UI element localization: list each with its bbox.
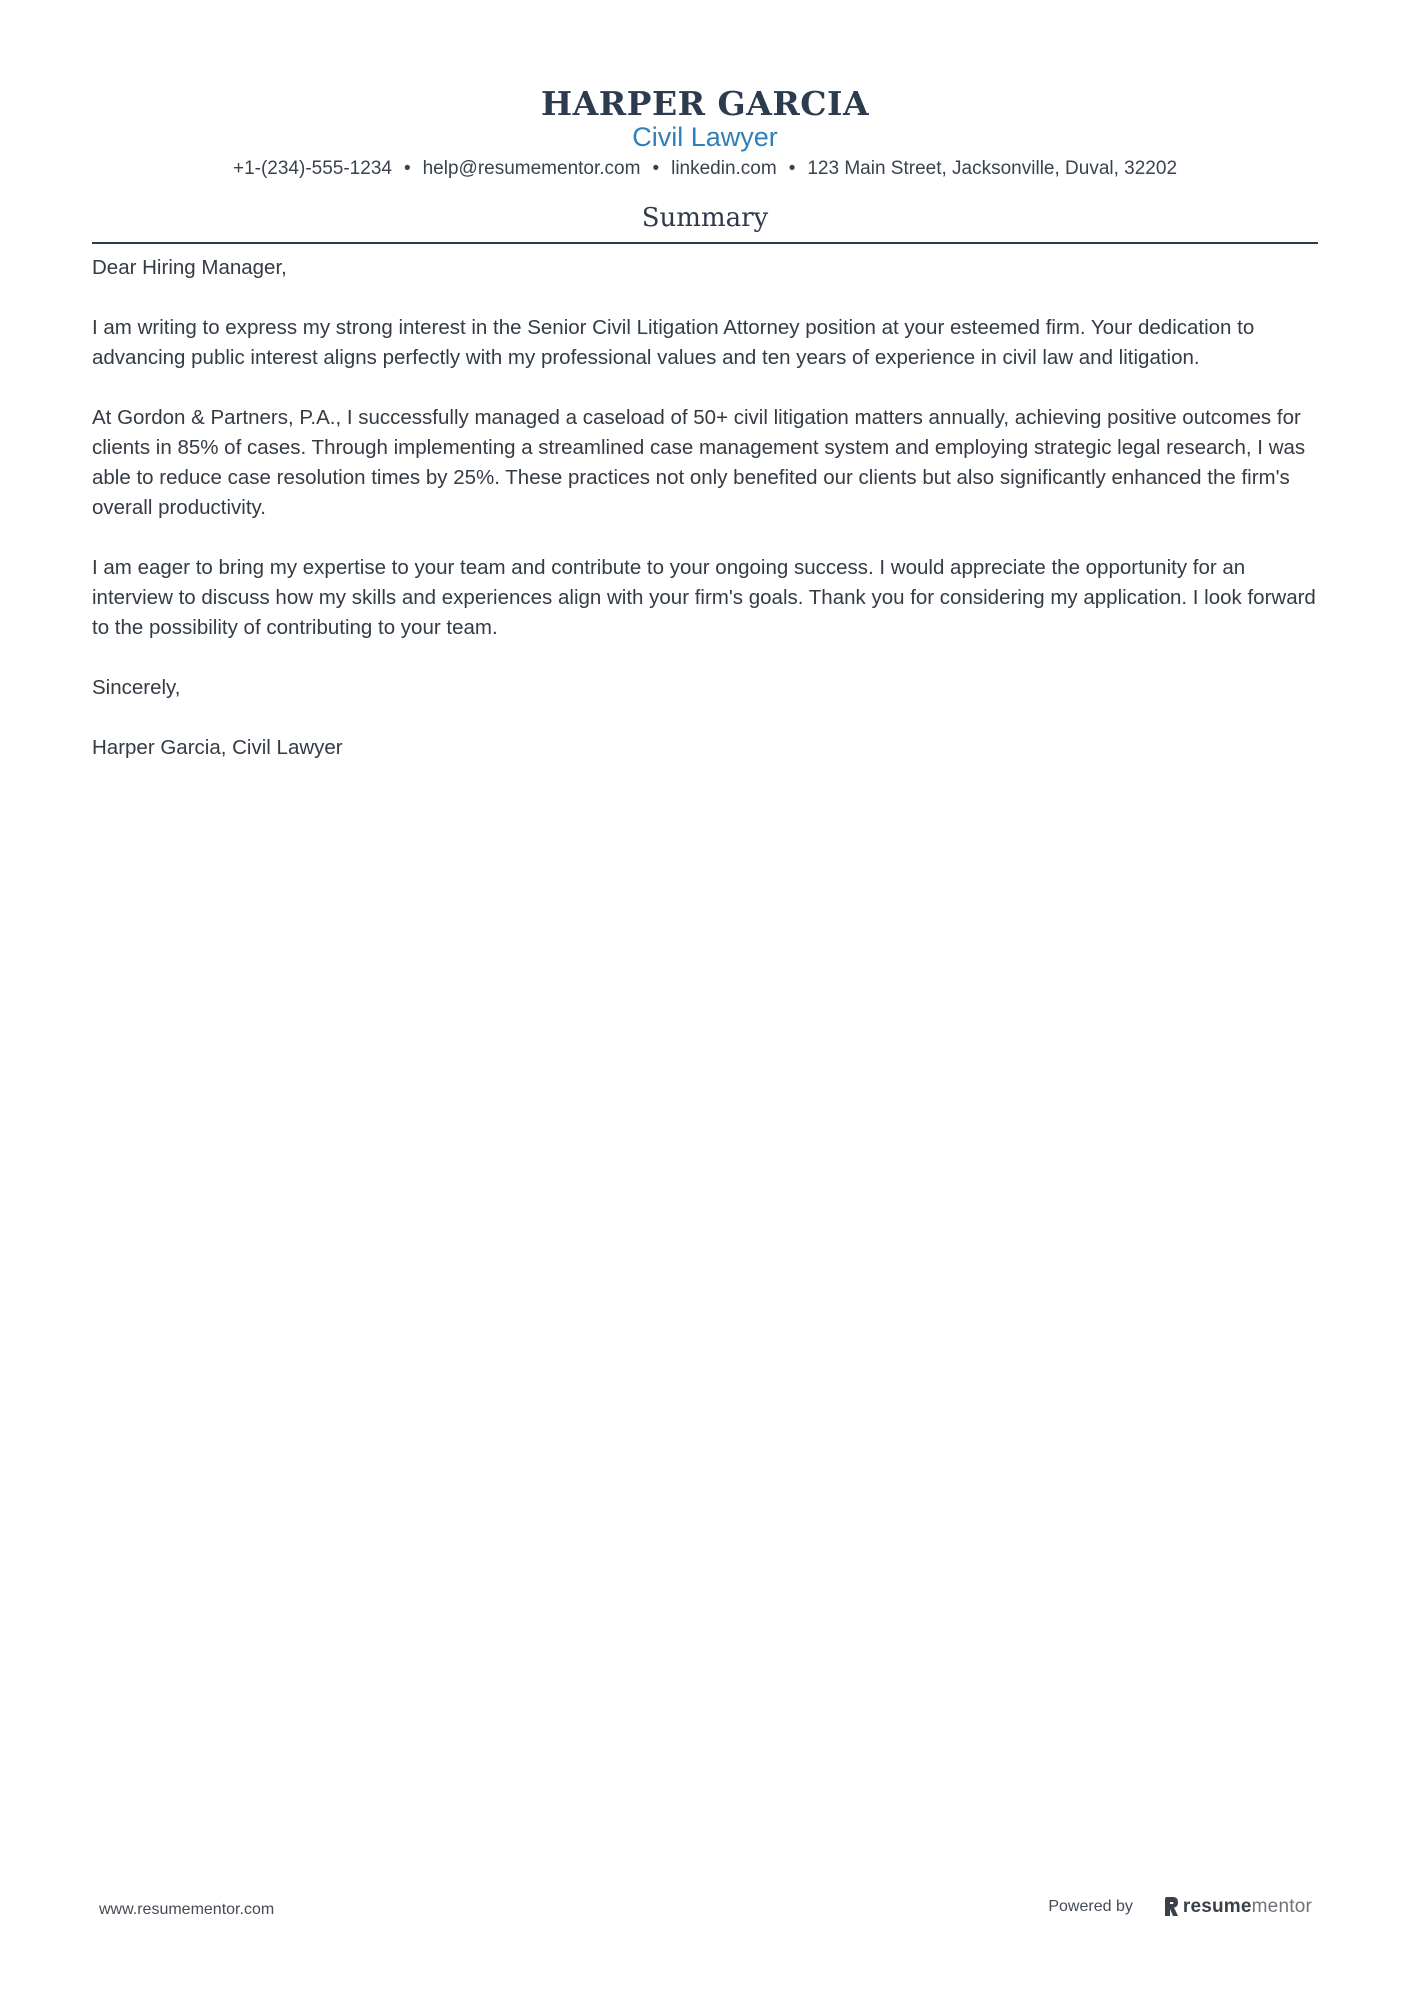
candidate-name: HARPER GARCIA — [540, 84, 870, 123]
contact-separator: • — [788, 158, 796, 179]
closing: Sincerely, — [92, 676, 181, 699]
logo-wordmark-light: mentor — [1251, 1896, 1312, 1917]
job-title: Civil Lawyer — [632, 122, 778, 152]
section-title: Summary — [641, 203, 769, 233]
logo-wordmark-bold: resume — [1182, 1896, 1252, 1917]
contact-line — [92, 156, 1318, 182]
powered-by-label: Powered by — [1048, 1898, 1133, 1915]
signature: Harper Garcia, Civil Lawyer — [92, 736, 343, 759]
paragraph-closing: I am eager to bring my expertise to your team and contribute to your ongoing success. I would appreciate the opportunity for an interview to discuss how my skills and experiences align with your firm's goals. Thank you for considering my application. I look forward to the possibility of contributing to your team. — [92, 556, 1316, 639]
footer-branding — [1048, 1896, 1312, 1918]
paragraph-intro: I am writing to express my strong interest in the Senior Civil Litigation Attorney position at your esteemed firm. Your dedication to advancing public interest aligns perfectly with my professional values and ten years of experience in civil law and litigation. — [92, 316, 1255, 369]
resumementor-logo-icon — [1163, 1896, 1179, 1918]
contact-address: 123 Main Street, Jacksonville, Duval, 32202 — [807, 158, 1178, 179]
salutation: Dear Hiring Manager, — [92, 256, 287, 279]
contact-email[interactable]: help@resumementor.com — [422, 158, 641, 179]
resumementor-logo[interactable] — [1163, 1896, 1312, 1918]
contact-separator: • — [652, 158, 660, 179]
paragraph-experience: At Gordon & Partners, P.A., I successfully managed a caseload of 50+ civil litigation matters annually, achieving positive outcomes for clients in 85% of cases. Through implementing a streamlined case management system and employing strategic legal research, I was able to reduce case resolution times by 25%. These practices not only benefited our clients but also significantly enhanced the firm's overall productivity. — [92, 406, 1306, 519]
section-divider — [92, 242, 1318, 244]
contact-linkedin[interactable]: linkedin.com — [671, 158, 777, 179]
contact-separator: • — [403, 158, 411, 179]
logo-wordmark — [1183, 1896, 1312, 1918]
contact-phone: +1-(234)-555-1234 — [232, 158, 392, 179]
header — [92, 82, 1318, 182]
cover-letter-body — [92, 253, 1318, 793]
footer-website[interactable]: www.resumementor.com — [99, 1901, 275, 1918]
